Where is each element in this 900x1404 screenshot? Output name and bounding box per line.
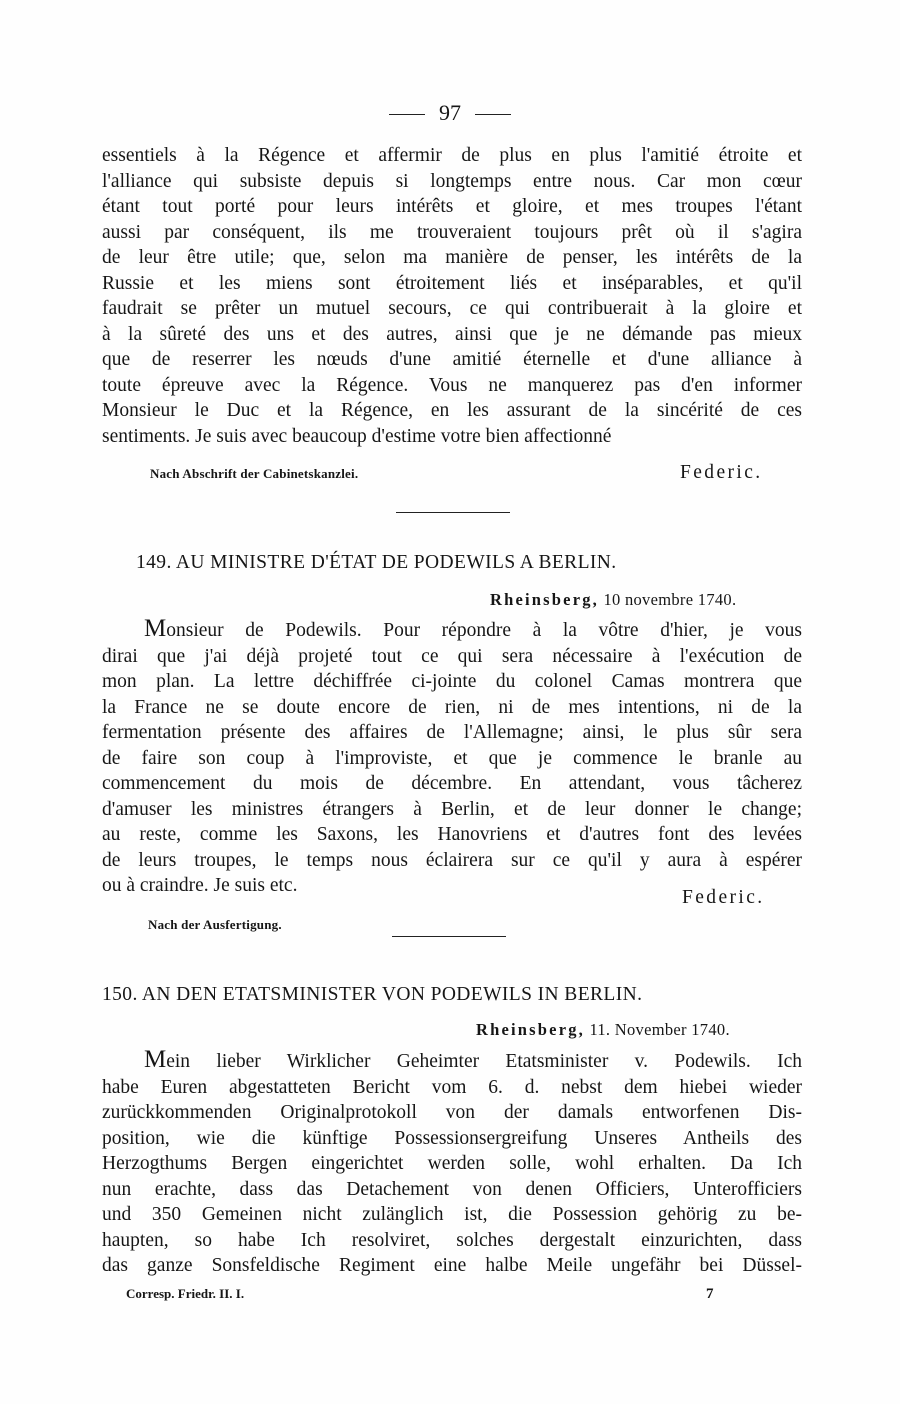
text-line: haupten, so habe Ich resolviret, solches dergestalt einzurichten, dass <box>102 1229 802 1251</box>
signature: Federic. <box>682 887 765 908</box>
text-line: que de reserrer les nœuds d'une amitié éternelle et d'une alliance à <box>102 349 802 370</box>
source-note: Nach Abschrift der Cabinetskanzlei. <box>150 466 359 481</box>
page-number-text: 97 <box>439 100 461 125</box>
text-line: à la sûreté des uns et des autres, ainsi que je ne démande pas mieux <box>102 323 802 345</box>
footer-sheet-number: 7 <box>706 1286 714 1302</box>
signature: Federic. <box>680 462 763 483</box>
text-line: Russie et les miens sont étroitement liés et inséparables, et qu'il <box>102 272 802 294</box>
letter-150-heading: 150. AN DEN ETATSMINISTER VON PODEWILS IN BERLIN. <box>102 984 643 1005</box>
dateline-place: Rheinsberg, <box>476 1020 585 1039</box>
text-line: Monsieur le Duc et la Régence, en les assurant de la sincérité de ces <box>102 400 802 421</box>
letter-149-body <box>102 616 802 899</box>
page-number-dash-right <box>475 114 511 115</box>
dateline-date: 10 novembre 1740. <box>603 590 737 609</box>
letter-149-dateline <box>490 590 736 610</box>
section-divider <box>392 936 506 937</box>
letter-150-dateline <box>476 1020 730 1040</box>
text-line: ou à craindre. Je suis etc. <box>102 875 298 896</box>
text-line: aussi par conséquent, ils me trouveraient toujours prêt où il s'agira <box>102 221 802 243</box>
text-line: Mein lieber Wirklicher Geheimter Etatsminister v. Podewils. Ich <box>144 1046 802 1073</box>
text-line: au reste, comme les Saxons, les Hanovriens et d'autres font des levées <box>102 824 802 845</box>
text-line: de leur être utile; que, selon ma manière de penser, les intérêts de la <box>102 247 802 268</box>
dateline-date: 11. November 1740. <box>589 1020 730 1039</box>
text-line: mon plan. La lettre déchiffrée ci-jointe du colonel Camas montrera que <box>102 671 802 692</box>
text-line: étant tout porté pour leurs intérêts et gloire, et mes troupes l'étant <box>102 196 802 217</box>
text-line: zurückkommenden Originalprotokoll von der damals entworfenen Dis- <box>102 1102 802 1123</box>
text-line: la France ne se doute encore de rien, ni de mes intentions, ni de la <box>102 696 802 718</box>
text-line: habe Euren abgestatteten Bericht vom 6. d. nebst dem hiebei wieder <box>102 1076 802 1098</box>
page-number-dash-left <box>389 114 425 115</box>
text-line: fermentation présente des affaires de l'Allemagne; ainsi, le plus sûr sera <box>102 722 802 743</box>
source-note: Nach der Ausfertigung. <box>148 917 282 932</box>
text-line: faudrait se prêter un mutuel secours, ce qui contribuerait à la gloire et <box>102 298 802 319</box>
letter-150-body <box>102 1047 802 1279</box>
text-line: das ganze Sonsfeldische Regiment eine halbe Meile ungefähr bei Düssel- <box>102 1255 802 1276</box>
letter-149-heading: 149. AU MINISTRE D'ÉTAT DE PODEWILS A BERLIN. <box>136 552 617 573</box>
text-line: nun erachte, dass das Detachement von denen Officiers, Unterofficiers <box>102 1178 802 1200</box>
text-line: l'alliance qui subsiste depuis si longtemps entre nous. Car mon cœur <box>102 170 802 192</box>
text-line: sentiments. Je suis avec beaucoup d'estime votre bien affectionné <box>102 425 612 447</box>
page-number <box>0 100 900 126</box>
text-line: dirai que j'ai déjà projeté tout ce qui sera nécessaire à l'exécution de <box>102 645 802 667</box>
text-line: Monsieur de Podewils. Pour répondre à la vôtre d'hier, je vous <box>144 615 802 642</box>
text-line: de faire son coup à l'improviste, et que je commence le branle au <box>102 747 802 769</box>
letter-148-body <box>102 143 802 449</box>
footer-signature-mark: Corresp. Friedr. II. I. <box>126 1286 245 1301</box>
text-line: toute épreuve avec la Régence. Vous ne manquerez pas d'en informer <box>102 374 802 396</box>
text-line: essentiels à la Régence et affermir de plus en plus l'amitié étroite et <box>102 145 802 166</box>
section-divider <box>396 512 510 513</box>
dateline-place: Rheinsberg, <box>490 590 599 609</box>
text-line: und 350 Gemeinen nicht zulänglich ist, die Possession gehörig zu be- <box>102 1204 802 1225</box>
text-line: de leurs troupes, le temps nous éclairera sur ce qu'il y aura à espérer <box>102 849 802 871</box>
text-line: d'amuser les ministres étrangers à Berlin, et de leur donner le change; <box>102 798 802 820</box>
text-line: Herzogthums Bergen eingerichtet werden solle, wohl erhalten. Da Ich <box>102 1153 802 1174</box>
text-line: commencement du mois de décembre. En attendant, vous tâcherez <box>102 773 802 794</box>
text-line: position, wie die künftige Possessionsergreifung Unseres Antheils des <box>102 1127 802 1149</box>
